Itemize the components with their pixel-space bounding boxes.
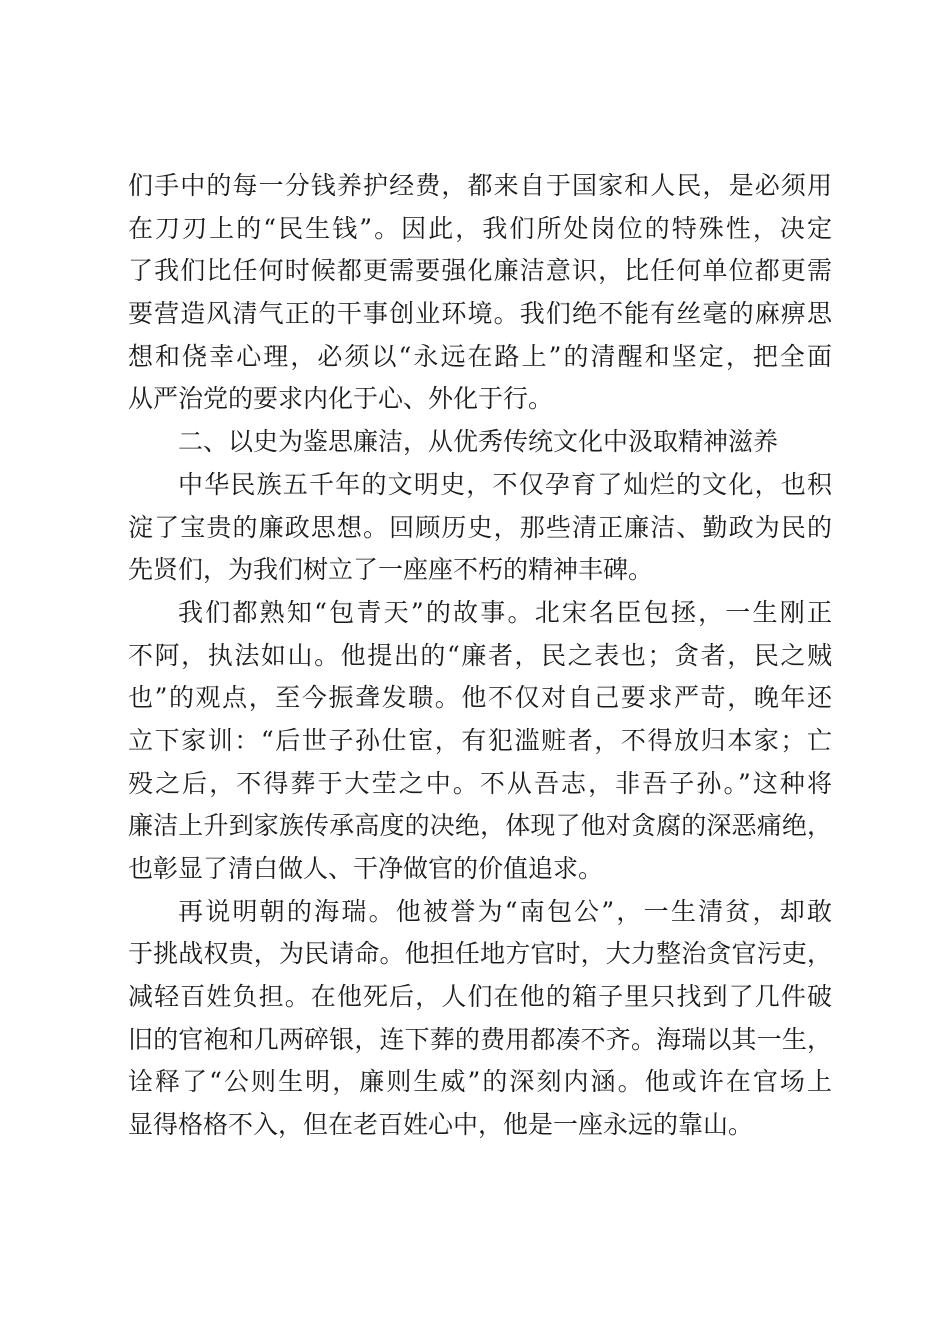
paragraph-2 — [128, 464, 832, 592]
text-line: 们手中的每一分钱养护经费，都来自于国家和人民，是必须用 — [128, 171, 832, 200]
text-line: 先贤们，为我们树立了一座座不朽的精神丰碑。 — [128, 555, 654, 585]
text-line: 旧的官袍和几两碎银，连下葬的费用都凑不齐。海瑞以其一生， — [128, 1024, 832, 1054]
section-heading — [128, 421, 832, 464]
text-line: 淀了宝贵的廉政思想。回顾历史，那些清正廉洁、勤政为民的 — [128, 512, 832, 542]
text-line: 再说明朝的海瑞。他被誉为“南包公”，一生清贫，却敢 — [178, 896, 832, 926]
text-line: 中华民族五千年的文明史，不仅孕育了灿烂的文化，也积 — [178, 469, 832, 499]
text-line: 减轻百姓负担。在他死后，人们在他的箱子里只找到了几件破 — [128, 982, 832, 1012]
text-line: 殁之后，不得葬于大茔之中。不从吾志，非吾子孙。”这种将 — [128, 768, 832, 798]
text-line: 从严治党的要求内化于心、外化于行。 — [128, 384, 554, 414]
paragraph-4 — [128, 891, 832, 1147]
text-line: 要营造风清气正的干事创业环境。我们绝不能有丝毫的麻痹思 — [128, 299, 832, 329]
text-line: 也”的观点，至今振聋发聩。他不仅对自己要求严苛，晚年还 — [128, 683, 832, 713]
text-line: 廉洁上升到家族传承高度的决绝，体现了他对贪腐的深恶痛绝， — [128, 811, 832, 841]
text-line: 在刀刃上的“民生钱”。因此，我们所处岗位的特殊性，决定 — [128, 213, 832, 243]
text-line: 想和侥幸心理，必须以“永远在路上”的清醒和坚定，把全面 — [128, 341, 832, 371]
text-line: 也彰显了清白做人、干净做官的价值追求。 — [128, 854, 604, 883]
paragraph-1 — [128, 165, 832, 421]
text-line: 我们都熟知“包青天”的故事。北宋名臣包拯，一生刚正 — [178, 597, 832, 627]
text-line: 立下家训：“后世子孙仕宦，有犯滥赃者，不得放归本家；亡 — [128, 725, 832, 755]
text-line: 于挑战权贵，为民请命。他担任地方官时，大力整治贪官污吏， — [128, 939, 832, 969]
text-line: 显得格格不入，但在老百姓心中，他是一座永远的靠山。 — [128, 1110, 754, 1140]
text-line: 不阿，执法如山。他提出的“廉者，民之表也；贪者，民之贼 — [128, 640, 832, 670]
paragraph-3 — [128, 592, 832, 891]
text-line: 诠释了“公则生明，廉则生威”的深刻内涵。他或许在官场上 — [128, 1067, 832, 1097]
heading-line: 二、以史为鉴思廉洁，从优秀传统文化中汲取精神滋养 — [178, 427, 779, 457]
document-body — [128, 165, 832, 1147]
text-line: 了我们比任何时候都更需要强化廉洁意识，比任何单位都更需 — [128, 256, 832, 286]
